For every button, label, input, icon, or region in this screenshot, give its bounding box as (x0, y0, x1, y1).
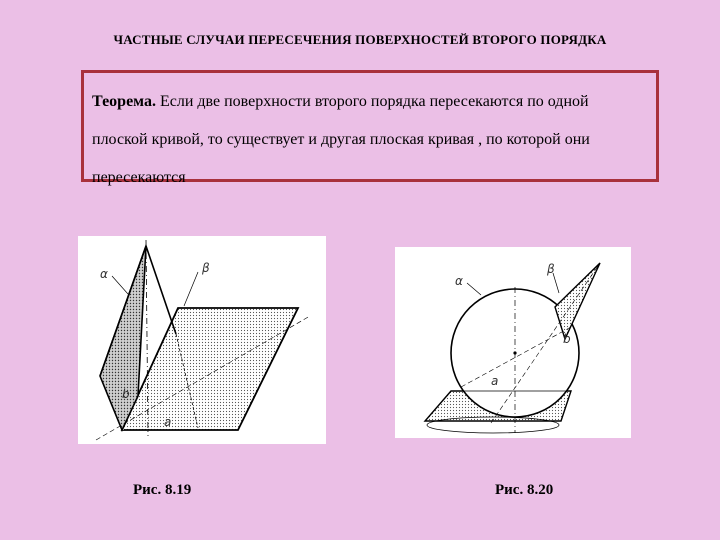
theorem-box (81, 70, 659, 186)
figure-8-20-drawing (395, 247, 631, 438)
label-beta: β (202, 261, 210, 275)
label-a: a (491, 374, 499, 388)
figure-8-19-drawing (78, 236, 326, 444)
figure-8-19-caption: Рис. 8.19 (133, 482, 192, 498)
figure-8-20-caption: Рис. 8.20 (495, 482, 554, 498)
label-b: b (563, 332, 571, 346)
beta-cone (555, 263, 600, 339)
label-beta: β (547, 262, 555, 276)
figure-8-20 (395, 247, 631, 438)
label-alpha: α (100, 267, 108, 281)
label-b: b (122, 387, 130, 401)
figure-8-19 (78, 236, 326, 444)
beta-plane (122, 308, 298, 430)
label-a: a (164, 415, 172, 429)
theorem-text: Если две поверхности второго порядка пересекаются по одной плоской кривой, то существует и другая плоская кривая , по которой они пересекаются (92, 93, 590, 186)
slide-title: ЧАСТНЫЕ СЛУЧАИ ПЕРЕСЕЧЕНИЯ ПОВЕРХНОСТЕЙ ВТОРОГО ПОРЯДКА (113, 32, 607, 47)
theorem-label: Теорема. (92, 93, 156, 110)
label-alpha: α (455, 274, 463, 288)
